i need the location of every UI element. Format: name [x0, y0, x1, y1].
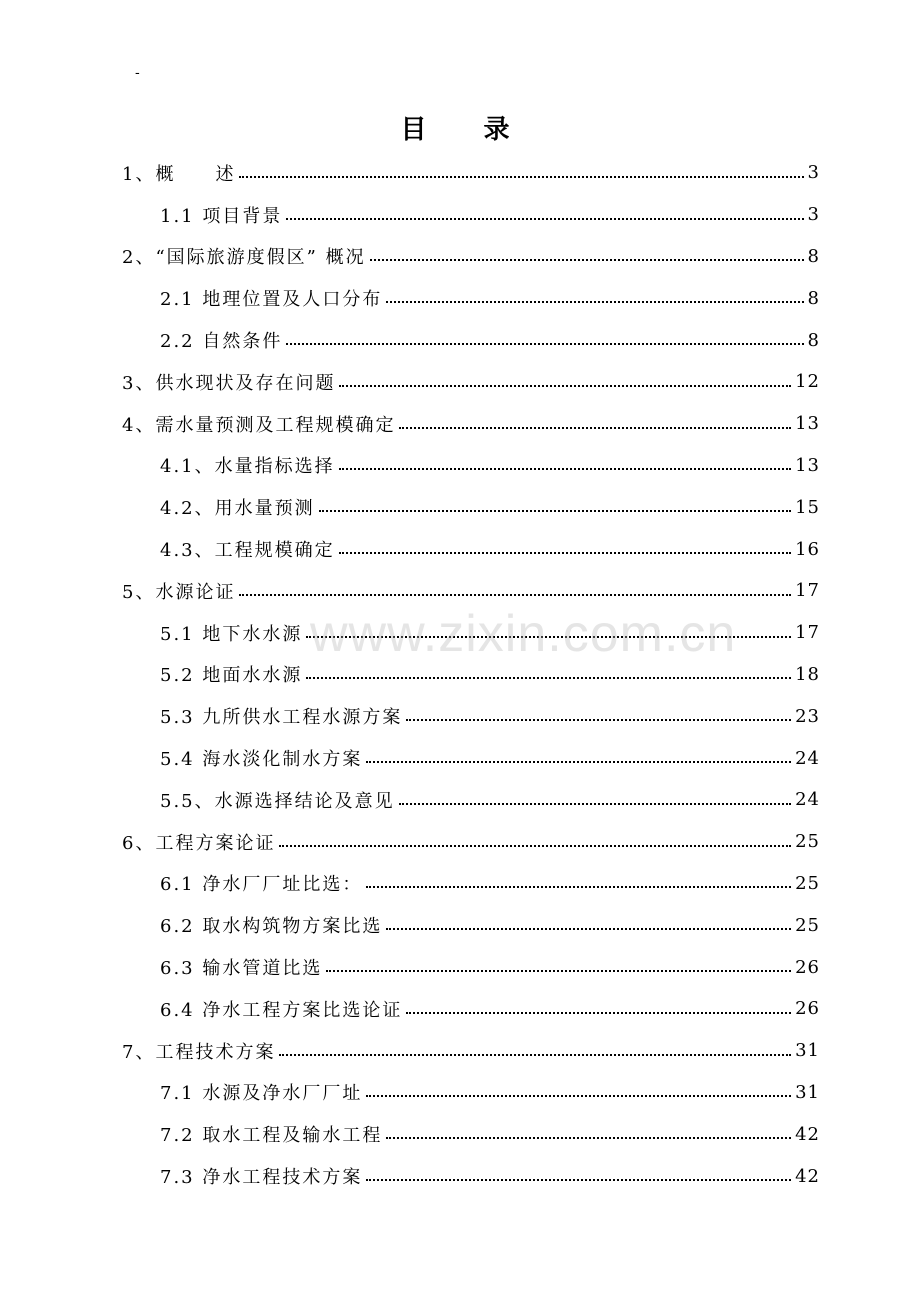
dot-leader — [366, 1095, 791, 1097]
toc-entry[interactable] — [0, 528, 920, 570]
dot-leader — [370, 259, 804, 261]
toc-entry-page-number: 8 — [807, 245, 820, 267]
dot-leader — [306, 677, 791, 679]
dot-leader — [319, 510, 791, 512]
toc-entry-page-number: 23 — [795, 705, 820, 727]
toc-entry-page-number: 25 — [795, 831, 820, 853]
toc-entry[interactable] — [0, 904, 920, 946]
toc-entry[interactable] — [0, 821, 920, 863]
toc-entry-page-number: 26 — [795, 956, 820, 978]
dot-leader — [239, 176, 803, 178]
dot-leader — [286, 218, 803, 220]
toc-entry[interactable] — [0, 1155, 920, 1197]
toc-entry-label: 7.2 取水工程及输水工程 — [160, 1125, 383, 1147]
toc-entry[interactable] — [0, 361, 920, 403]
toc-entry-label: 6.1 净水厂厂址比选： — [160, 874, 363, 896]
toc-entry[interactable] — [0, 779, 920, 821]
dot-leader — [239, 594, 791, 596]
toc-entry-label: 6.2 取水构筑物方案比选 — [160, 916, 383, 938]
toc-entry-label: 5.3 九所供水工程水源方案 — [160, 707, 403, 729]
toc-entry-label: 6.4 净水工程方案比选论证 — [160, 999, 403, 1021]
dot-leader — [399, 427, 791, 429]
toc-entry[interactable] — [0, 1030, 920, 1072]
toc-entry-page-number: 24 — [795, 789, 820, 811]
toc-entry[interactable] — [0, 1113, 920, 1155]
toc-entry[interactable] — [0, 863, 920, 905]
corner-mark: - — [135, 65, 140, 81]
toc-entry-page-number: 25 — [795, 872, 820, 894]
dot-leader — [386, 1137, 791, 1139]
toc-entry-page-number: 31 — [795, 1040, 820, 1062]
toc-entry-page-number: 17 — [795, 622, 820, 644]
toc-entry[interactable] — [0, 654, 920, 696]
dot-leader — [406, 719, 791, 721]
toc-entry-page-number: 13 — [795, 413, 820, 435]
toc-entry-label: 4.2、用水量预测 — [160, 498, 315, 520]
toc-entry[interactable] — [0, 277, 920, 319]
dot-leader — [366, 886, 791, 888]
watermark: www.zixin.com.cn — [310, 605, 737, 663]
toc-entry-page-number: 3 — [807, 162, 820, 184]
toc-entry-label: 4.1、水量指标选择 — [160, 456, 335, 478]
toc-entry-label: 5、水源论证 — [122, 581, 236, 603]
toc-entry-page-number: 18 — [795, 663, 820, 685]
toc-entry[interactable] — [0, 988, 920, 1030]
dot-leader — [306, 636, 791, 638]
toc-entry-label: 5.5、水源选择结论及意见 — [160, 790, 395, 812]
toc-entry-page-number: 42 — [795, 1165, 820, 1187]
toc-entry-page-number: 8 — [807, 287, 820, 309]
table-of-contents — [0, 152, 920, 1197]
dot-leader — [366, 761, 791, 763]
toc-entry[interactable] — [0, 486, 920, 528]
toc-entry-page-number: 24 — [795, 747, 820, 769]
toc-entry[interactable] — [0, 236, 920, 278]
toc-entry[interactable] — [0, 946, 920, 988]
toc-entry-page-number: 12 — [795, 371, 820, 393]
toc-entry-label: 5.4 海水淡化制水方案 — [160, 749, 363, 771]
toc-entry-label: 4.3、工程规模确定 — [160, 540, 335, 562]
toc-entry-label: 4、需水量预测及工程规模确定 — [122, 414, 396, 436]
dot-leader — [339, 385, 791, 387]
toc-entry-label: 2.2 自然条件 — [160, 331, 283, 353]
toc-entry-label: 1.1 项目背景 — [160, 205, 283, 227]
toc-entry-page-number: 17 — [795, 580, 820, 602]
dot-leader — [366, 1179, 791, 1181]
toc-entry-label: 7.3 净水工程技术方案 — [160, 1167, 363, 1189]
toc-entry[interactable] — [0, 194, 920, 236]
toc-entry[interactable] — [0, 319, 920, 361]
toc-entry-label: 1、概 述 — [122, 163, 236, 185]
toc-entry-label: 6.3 输水管道比选 — [160, 958, 323, 980]
toc-entry-label: 6、工程方案论证 — [122, 832, 276, 854]
toc-entry-label: 7.1 水源及净水厂厂址 — [160, 1083, 363, 1105]
toc-entry-page-number: 16 — [795, 538, 820, 560]
toc-entry-label: 7、工程技术方案 — [122, 1041, 276, 1063]
dot-leader — [386, 928, 791, 930]
toc-entry-page-number: 31 — [795, 1081, 820, 1103]
dot-leader — [339, 552, 791, 554]
dot-leader — [386, 301, 803, 303]
toc-entry[interactable] — [0, 695, 920, 737]
toc-entry-page-number: 3 — [807, 204, 820, 226]
dot-leader — [406, 1012, 791, 1014]
toc-entry[interactable] — [0, 570, 920, 612]
dot-leader — [286, 343, 803, 345]
toc-entry-page-number: 8 — [807, 329, 820, 351]
toc-entry-label: 5.1 地下水水源 — [160, 623, 303, 645]
toc-entry[interactable] — [0, 403, 920, 445]
toc-entry-page-number: 26 — [795, 998, 820, 1020]
toc-entry-page-number: 42 — [795, 1123, 820, 1145]
dot-leader — [339, 468, 791, 470]
toc-entry-label: 3、供水现状及存在问题 — [122, 372, 336, 394]
dot-leader — [279, 1054, 791, 1056]
toc-entry-label: 5.2 地面水水源 — [160, 665, 303, 687]
toc-entry[interactable] — [0, 612, 920, 654]
dot-leader — [279, 845, 791, 847]
toc-entry[interactable] — [0, 1072, 920, 1114]
toc-entry-label: 2、“国际旅游度假区” 概况 — [122, 247, 366, 269]
toc-entry-page-number: 15 — [795, 496, 820, 518]
toc-entry[interactable] — [0, 737, 920, 779]
dot-leader — [326, 970, 791, 972]
toc-entry-page-number: 13 — [795, 454, 820, 476]
toc-entry[interactable] — [0, 445, 920, 487]
toc-title: 目 录 — [400, 115, 534, 145]
toc-entry-page-number: 25 — [795, 914, 820, 936]
toc-entry-label: 2.1 地理位置及人口分布 — [160, 289, 383, 311]
dot-leader — [399, 803, 791, 805]
toc-entry[interactable] — [0, 152, 920, 194]
